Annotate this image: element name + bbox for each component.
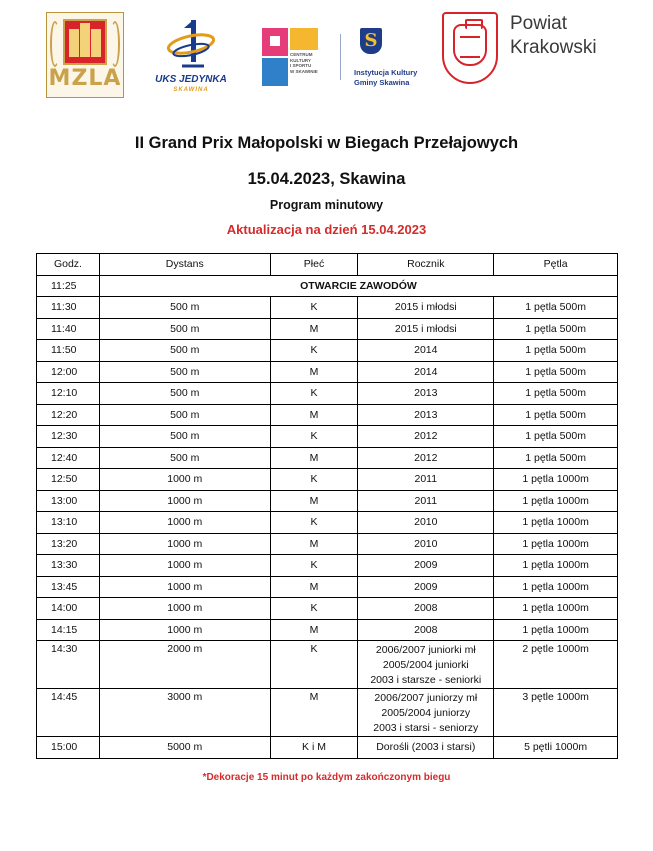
cell-time: 14:45 [37, 689, 100, 737]
cell-distance: 1000 m [99, 576, 270, 598]
cell-year: 2010 [358, 533, 494, 555]
instytucja-kultury-logo [352, 28, 432, 90]
cell-loop: 1 pętla 1000m [494, 533, 618, 555]
cell-loop: 1 pętla 1000m [494, 619, 618, 641]
cell-sex: M [270, 490, 358, 512]
cell-year: 2013 [358, 404, 494, 426]
cell-sex: K [270, 512, 358, 534]
cell-loop: 5 pętli 1000m [494, 737, 618, 759]
table-row [37, 383, 618, 405]
table-row [37, 426, 618, 448]
cell-time: 14:15 [37, 619, 100, 641]
cell-year-line: 2006/2007 juniorzy mł [374, 692, 478, 704]
cell-year: 2014 [358, 340, 494, 362]
uks-logo-subtext: SKAWINA [173, 87, 209, 93]
table-row [37, 512, 618, 534]
table-row [37, 318, 618, 340]
cell-time: 14:00 [37, 598, 100, 620]
runner-one-icon [166, 18, 216, 74]
cell-distance: 500 m [99, 404, 270, 426]
table-row [37, 641, 618, 689]
cell-time: 13:20 [37, 533, 100, 555]
cell-loop: 1 pętla 500m [494, 318, 618, 340]
table-row [37, 404, 618, 426]
cell-distance: 1000 m [99, 533, 270, 555]
cell-time: 11:30 [37, 297, 100, 319]
cell-distance: 500 m [99, 383, 270, 405]
cell-loop: 1 pętla 500m [494, 447, 618, 469]
cell-year: 2013 [358, 383, 494, 405]
cell-loop: 1 pętla 1000m [494, 469, 618, 491]
cell-year: 2012 [358, 447, 494, 469]
cell-year-line: 2003 i starsi - seniorzy [373, 722, 479, 734]
cell-time: 12:30 [37, 426, 100, 448]
cell-distance: 1000 m [99, 619, 270, 641]
shield-s-icon: S [360, 28, 382, 54]
cell-year [358, 689, 494, 737]
cell-loop: 1 pętla 500m [494, 404, 618, 426]
cell-distance: 1000 m [99, 512, 270, 534]
cell-sex: K [270, 598, 358, 620]
col-header-time: Godz. [37, 254, 100, 276]
update-notice: Aktualizacja na dzień 15.04.2023 [226, 222, 427, 237]
cell-year: 2008 [358, 598, 494, 620]
mzla-logo-text: MZLA [48, 66, 122, 91]
cell-year-line: 2003 i starsze - seniorki [370, 674, 482, 686]
eagle-shield-icon [442, 12, 498, 84]
cell-loop: 1 pętla 500m [494, 297, 618, 319]
cell-sex: K [270, 555, 358, 577]
cell-sex: K [270, 297, 358, 319]
table-row [37, 297, 618, 319]
table-row [37, 737, 618, 759]
laurel-left-icon [50, 21, 60, 67]
castle-crest-icon [63, 19, 107, 65]
instytucja-kultury-line1: Instytucja Kultury [354, 68, 418, 77]
cell-distance: 500 m [99, 297, 270, 319]
table-row [37, 447, 618, 469]
cell-year: 2015 i młodsi [358, 318, 494, 340]
cell-distance: 500 m [99, 361, 270, 383]
cell-sex: M [270, 404, 358, 426]
powiat-label: Powiat [510, 13, 568, 34]
logo-divider [340, 34, 341, 80]
program-subtitle: Program minutowy [269, 198, 384, 212]
cell-loop: 1 pętla 500m [494, 361, 618, 383]
table-row [37, 689, 618, 737]
col-header-year: Rocznik [358, 254, 494, 276]
table-row [37, 340, 618, 362]
event-date-place: 15.04.2023, Skawina [247, 170, 406, 188]
uks-jedynka-logo [152, 18, 230, 98]
cell-time: 13:10 [37, 512, 100, 534]
cell-sex: K [270, 469, 358, 491]
cell-time: 11:40 [37, 318, 100, 340]
cell-loop: 1 pętla 500m [494, 426, 618, 448]
cell-distance: 500 m [99, 318, 270, 340]
table-header-row [37, 254, 618, 276]
cell-year: Dorośli (2003 i starsi) [358, 737, 494, 759]
cell-time: 13:00 [37, 490, 100, 512]
cell-loop: 3 pętle 1000m [494, 689, 618, 737]
cell-opening-label: OTWARCIE ZAWODÓW [99, 275, 617, 297]
cell-year: 2011 [358, 490, 494, 512]
cell-time: 12:20 [37, 404, 100, 426]
table-row [37, 619, 618, 641]
cell-sex: M [270, 318, 358, 340]
cell-time: 13:45 [37, 576, 100, 598]
cell-distance: 5000 m [99, 737, 270, 759]
cell-year: 2009 [358, 576, 494, 598]
cell-year: 2009 [358, 555, 494, 577]
cell-time: 14:30 [37, 641, 100, 689]
cell-loop: 1 pętla 1000m [494, 576, 618, 598]
table-row [37, 361, 618, 383]
cell-sex: K [270, 641, 358, 689]
table-row [37, 555, 618, 577]
cell-year-line: 2005/2004 juniorki [382, 659, 469, 671]
cell-distance: 1000 m [99, 469, 270, 491]
cell-year: 2010 [358, 512, 494, 534]
cell-distance: 500 m [99, 447, 270, 469]
cell-distance: 1000 m [99, 555, 270, 577]
cell-year: 2008 [358, 619, 494, 641]
cell-time: 12:40 [37, 447, 100, 469]
cell-loop: 1 pętla 500m [494, 340, 618, 362]
cell-sex: K [270, 383, 358, 405]
centrum-kultury-logo [262, 28, 322, 88]
table-row [37, 533, 618, 555]
cell-distance: 3000 m [99, 689, 270, 737]
krakowski-label: Krakowski [510, 37, 597, 58]
cell-year: 2014 [358, 361, 494, 383]
cell-sex: M [270, 533, 358, 555]
table-row [37, 490, 618, 512]
uks-logo-text: UKS JEDYNKA [155, 74, 227, 85]
cell-loop: 1 pętla 1000m [494, 555, 618, 577]
cell-loop: 1 pętla 1000m [494, 598, 618, 620]
laurel-right-icon [110, 21, 120, 67]
table-row [37, 469, 618, 491]
cell-distance: 2000 m [99, 641, 270, 689]
schedule-table [36, 253, 618, 759]
cell-loop: 1 pętla 1000m [494, 490, 618, 512]
cell-distance: 1000 m [99, 598, 270, 620]
col-header-loop: Pętla [494, 254, 618, 276]
cell-sex: M [270, 361, 358, 383]
cell-distance: 1000 m [99, 490, 270, 512]
cell-sex: M [270, 619, 358, 641]
cell-year [358, 641, 494, 689]
cell-sex: M [270, 447, 358, 469]
cell-distance: 500 m [99, 426, 270, 448]
cell-year-line: 2005/2004 juniorzy [381, 707, 471, 719]
instytucja-kultury-line2: Gminy Skawina [354, 78, 410, 87]
cell-sex: M [270, 576, 358, 598]
centrum-kultury-label: CENTRUM KULTURY I SPORTU W SKAWINIE [290, 52, 318, 74]
cell-time: 13:30 [37, 555, 100, 577]
footnote: *Dekoracje 15 minut po każdym zakończonym biegu [202, 772, 451, 783]
cell-time: 12:50 [37, 469, 100, 491]
cell-loop: 1 pętla 1000m [494, 512, 618, 534]
cell-sex: K i M [270, 737, 358, 759]
col-header-sex: Płeć [270, 254, 358, 276]
cell-sex: K [270, 340, 358, 362]
cell-year-line: 2006/2007 juniorki mł [375, 644, 476, 656]
cell-time: 11:50 [37, 340, 100, 362]
cell-sex: K [270, 426, 358, 448]
cell-year: 2012 [358, 426, 494, 448]
cell-year: 2015 i młodsi [358, 297, 494, 319]
powiat-krakowski-logo [442, 12, 612, 92]
col-header-distance: Dystans [99, 254, 270, 276]
mzla-logo [46, 12, 124, 98]
cell-loop: 1 pętla 500m [494, 383, 618, 405]
cell-time: 11:25 [37, 275, 100, 297]
cell-time: 15:00 [37, 737, 100, 759]
table-row [37, 598, 618, 620]
cell-year: 2011 [358, 469, 494, 491]
cell-loop: 2 pętle 1000m [494, 641, 618, 689]
cell-time: 12:00 [37, 361, 100, 383]
opening-row [37, 275, 618, 297]
cell-time: 12:10 [37, 383, 100, 405]
cell-distance: 500 m [99, 340, 270, 362]
table-row [37, 576, 618, 598]
cell-sex: M [270, 689, 358, 737]
event-title: II Grand Prix Małopolski w Biegach Przełajowych [134, 134, 519, 152]
